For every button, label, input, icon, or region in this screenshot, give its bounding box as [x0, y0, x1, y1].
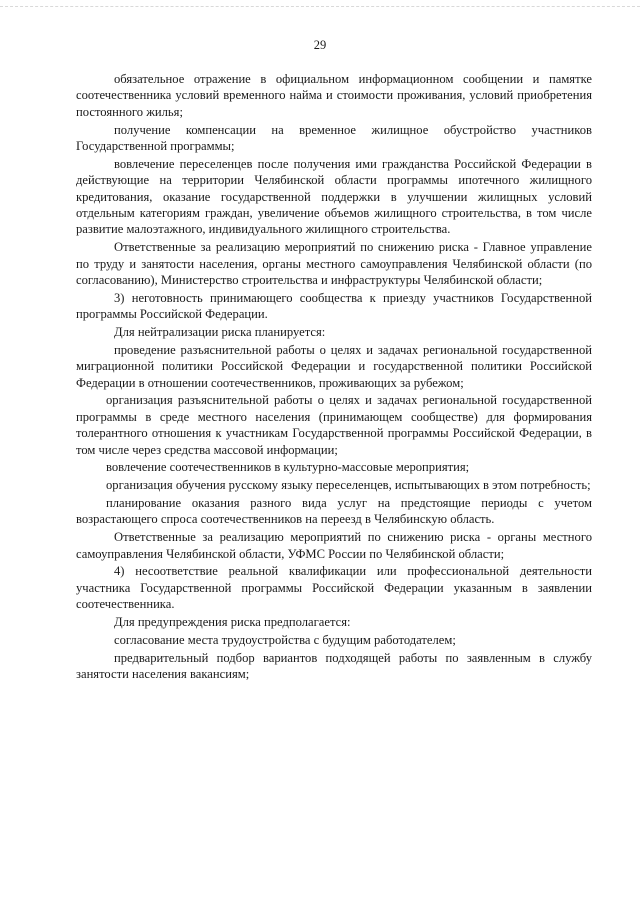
paragraph: Ответственные за реализацию мероприятий по снижению риска - органы местного самоуправления Челябинской области, УФМС России по Челябинской области; — [76, 530, 592, 561]
paragraph: согласование места трудоустройства с будущим работодателем; — [114, 632, 456, 647]
paragraph: вовлечение соотечественников в культурно-массовые мероприятия; — [106, 460, 470, 475]
paragraph: Для предупреждения риска предполагается: — [114, 615, 351, 630]
paragraph: Ответственные за реализацию мероприятий по снижению риска - Главное управление по труду и занятости населения, органы местного самоуправления Челябинской области (по согласованию), Министерство строительства и инфраструктуры Челябинской области; — [76, 240, 592, 288]
paragraph: получение компенсации на временное жилищное обустройство участников Государственной программы; — [76, 122, 592, 154]
paragraph: планирование оказания разного вида услуг на предстоящие периоды с учетом возрастающего спроса соотечественников на переезд в Челябинскую область. — [76, 496, 592, 527]
paragraph: обязательное отражение в официальном информационном сообщении и памятке соотечественника условий временного найма и стоимости проживания, условий приобретения постоянного жилья; — [76, 72, 592, 119]
paragraph: организация обучения русскому языку переселенцев, испытывающих в этом потребность; — [106, 478, 591, 493]
paragraph: предварительный подбор вариантов подходящей работы по заявленным в службу занятости населения вакансиям; — [76, 650, 592, 682]
paragraph: организация разъяснительной работы о целях и задачах региональной государственной программы в среде местного населения (принимающем сообществе) для формирования толерантного отношения к участникам Государственной программы Российской Федерации, в том числе через средства массовой информации; — [76, 393, 592, 457]
paragraph: вовлечение переселенцев после получения ими гражданства Российской Федерации в действующие на территории Челябинской области программы ипотечного жилищного кредитования, оказание государственной поддержки в улучшении жилищных условий отдельным категориям граждан, увеличение объемов жилищного строительства, в том числе развитие малоэтажного, индивидуального жилищного строительства. — [76, 156, 592, 237]
document-body — [76, 71, 592, 684]
scan-edge-line — [0, 6, 640, 9]
paragraph: Для нейтрализации риска планируется: — [114, 325, 326, 340]
paragraph: проведение разъяснительной работы о целях и задачах региональной государственной миграционной политики Российской Федерации и государственной политики Российской Федерации в отношении соотечественников, проживающих за рубежом; — [76, 342, 592, 390]
paragraph: 3) неготовность принимающего сообщества к приезду участников Государственной программы Российской Федерации. — [76, 290, 592, 322]
paragraph: 4) несоответствие реальной квалификации или профессиональной деятельности участника Государственной программы Российской Федерации указанным в заявлении соотечественника. — [76, 564, 592, 612]
page-number: 29 — [313, 38, 327, 52]
